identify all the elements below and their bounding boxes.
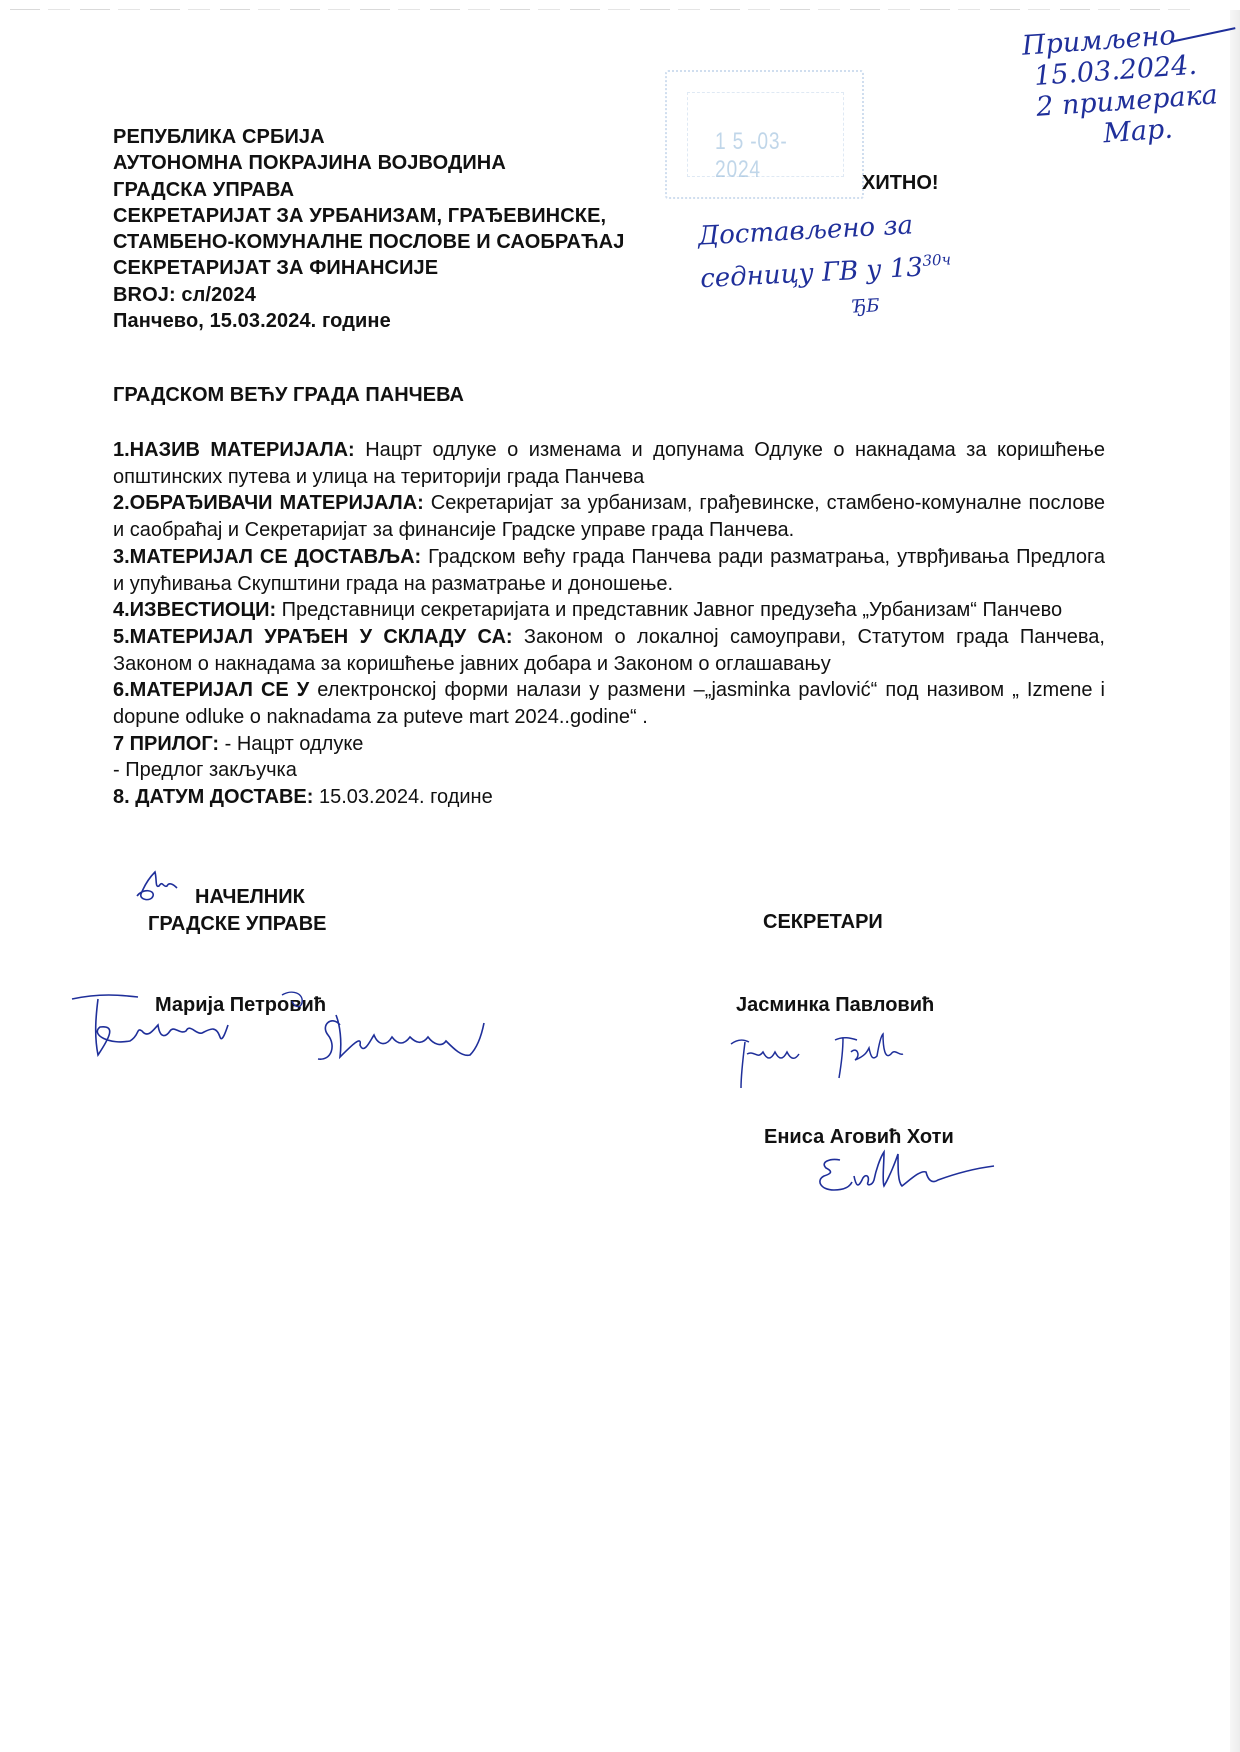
item-legal-basis — [113, 624, 1105, 677]
stamp-date: 1 5 -03- 2024 — [715, 128, 788, 183]
handwritten-signature-icon — [70, 985, 530, 1075]
handwritten-line: Достављено за — [697, 210, 914, 252]
item-label: 1.НАЗИВ МАТЕРИЈАЛА: — [113, 439, 355, 461]
handwritten-line: Примљено — [1020, 20, 1177, 62]
document-number: BROJ: сл/2024 — [113, 283, 256, 306]
item-prepared-by — [113, 490, 1105, 543]
letterhead — [113, 124, 624, 334]
item-text: - Предлог закључка — [113, 759, 297, 782]
item-delivery-date — [113, 784, 1105, 811]
item-text: Представници секретаријата и представник Јавног предузећа „Урбанизам“ Панчево — [276, 599, 1063, 622]
header-line-secretariat-urbanism: СЕКРЕТАРИЈАТ ЗА УРБАНИЗАМ, ГРАЂЕВИНСКЕ, — [113, 204, 607, 227]
handwritten-initials: ЂБ — [851, 294, 881, 318]
title-line: ГРАДСКЕ УПРАВЕ — [148, 913, 327, 935]
header-line-secretariat-urbanism-cont: СТАМБЕНО-КОМУНАЛНЕ ПОСЛОВЕ И САОБРАЋАЈ — [113, 231, 625, 254]
item-text: Законом о локалној самоуправи, Статутом града Панчева, Законом о накнадама за коришћење јавних добара и Законом о оглашавању — [113, 625, 1105, 675]
item-attachments — [113, 731, 1105, 758]
item-label: 7 ПРИЛОГ: — [113, 732, 220, 755]
signatory-name-left: Марија Петровић — [155, 994, 327, 1016]
received-stamp — [665, 70, 864, 199]
recipient-heading: ГРАДСКОМ ВЕЋУ ГРАДА ПАНЧЕВА — [113, 384, 464, 406]
item-text: Секретаријат за урбанизам, грађевинске, стамбено-комуналне послове и саобраћај и Секретаријат за финансије Градске управе града Панчева. — [113, 492, 1105, 542]
item-label: 4.ИЗВЕСТИОЦИ: — [113, 599, 277, 622]
header-line-province: АУТОНОМНА ПОКРАЈИНА ВОЈВОДИНА — [113, 152, 506, 175]
handwritten-session-text: седницу ГВ у 13 — [699, 252, 924, 295]
handwritten-time: 30ч — [922, 250, 952, 270]
item-text: Градском већу града Панчева ради разматрања, утврђивања Предлога и упућивања Скупштини града на разматрање и доношење. — [113, 545, 1106, 595]
header-line-secretariat-finance: СЕКРЕТАРИЈАТ ЗА ФИНАНСИЈЕ — [113, 257, 439, 280]
item-text: 15.03.2024. године — [313, 786, 493, 809]
item-label: 2.ОБРАЂИВАЧИ МАТЕРИЈАЛА: — [113, 492, 424, 515]
signatory-title-right: СЕКРЕТАРИ — [763, 911, 883, 933]
signatory-title-left — [148, 884, 327, 938]
header-line-country: РЕПУБЛИКА СРБИЈА — [113, 126, 325, 148]
item-text: електронској форми налази у размени –„jasminka pavlović“ под називом „ Izmene i dopune odluke o naknadama za puteve mart 2024..godine“ . — [113, 679, 1105, 729]
item-attachment-2 — [113, 757, 1105, 784]
document-place-date: Панчево, 15.03.2024. године — [113, 310, 391, 333]
item-material-name — [113, 437, 1105, 490]
title-line: НАЧЕЛНИК — [195, 886, 305, 908]
item-electronic-form — [113, 677, 1105, 730]
signatory-name-right-1: Јасминка Павловић — [736, 994, 935, 1016]
item-label: 3.МАТЕРИЈАЛ СЕ ДОСТАВЉА: — [113, 545, 422, 568]
scan-edge-line — [10, 9, 1190, 10]
urgent-label: ХИТНО! — [862, 172, 939, 194]
handwritten-signature-icon — [725, 1030, 925, 1100]
item-rapporteurs — [113, 597, 1105, 624]
handwritten-line: 2 примерака — [1035, 79, 1219, 123]
item-text: Нацрт одлуке о изменама и допунама Одлуке о накнадама за коришћење општинских путева и улица на територији града Панчева — [113, 439, 1106, 488]
handwritten-delivery-note — [697, 206, 954, 334]
handwritten-line: Мар. — [1102, 113, 1174, 150]
item-label: 8. ДАТУМ ДОСТАВЕ: — [113, 786, 314, 809]
item-label: 6.МАТЕРИЈАЛ СЕ У — [113, 679, 310, 702]
handwritten-signature-icon — [810, 1146, 1000, 1206]
document-body — [113, 437, 1105, 811]
header-line-administration: ГРАДСКА УПРАВА — [113, 178, 295, 201]
item-label: 5.МАТЕРИЈАЛ УРАЂЕН У СКЛАДУ СА: — [113, 625, 513, 648]
item-delivered-to — [113, 544, 1105, 597]
item-text: - Нацрт одлуке — [219, 732, 364, 755]
signatory-name-right-2: Ениса Аговић Хоти — [764, 1126, 954, 1148]
handwritten-line: 15.03.2024. — [1033, 49, 1198, 92]
scan-shadow-edge — [1230, 10, 1240, 1752]
